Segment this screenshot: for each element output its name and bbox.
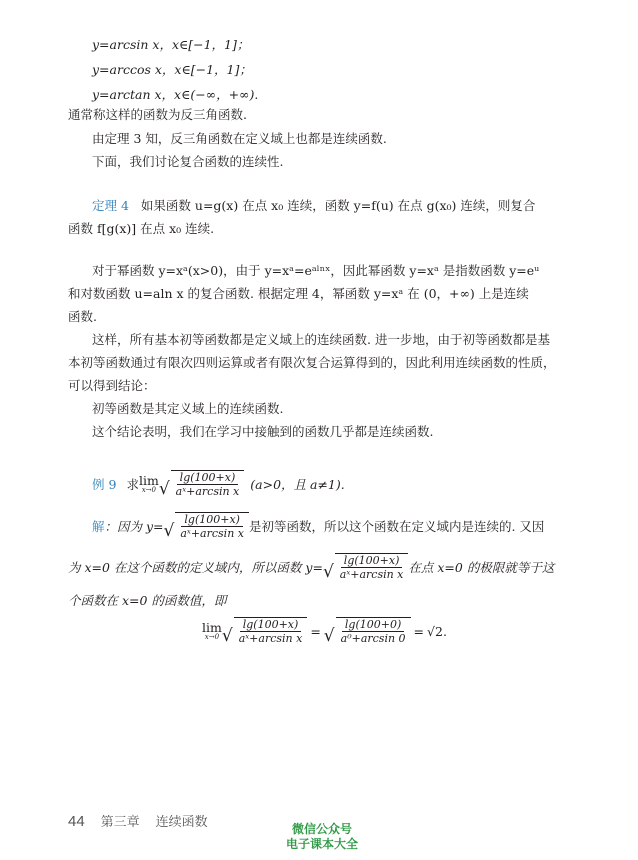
solution-line2: 为 x=0 在这个函数的定义域内，所以函数 y= √ $\frac{\lg(100+x)}{\text{aˣ+arcsin x}}$ 在点 x=0 的极限就等于这 (68, 554, 555, 582)
watermark (262, 822, 382, 852)
watermark-line1: 微信公众号 (291, 822, 352, 836)
elementary-line2: 本初等函数通过有限次四则运算或者有限次复合运算得到的，因此利用连续函数的性质， (68, 355, 556, 370)
example9-label: 例 9 (92, 477, 117, 492)
sqrt-symbol: √ (158, 479, 170, 499)
solution-radical-1: √ $\frac{\lg(100+x)}{\text{aˣ+arcsin x}}$ (164, 512, 249, 540)
solution-line3: 个函数在 x=0 的函数值，即 (68, 593, 227, 608)
limit-operator: lim x→0 (138, 472, 159, 494)
example9-condition: (a>0，且 a≠1). (250, 477, 345, 492)
elementary-line3: 可以得到结论： (68, 378, 156, 393)
example9-fraction: $\frac{\lg(100+x)}{\text{aˣ+arcsin x}}$ (175, 471, 240, 498)
next-topic: 下面，我们讨论复合函数的连续性. (92, 154, 284, 169)
page-number: 44 (68, 813, 85, 830)
theorem3-note: 由定理 3 知，反三角函数在定义域上也都是连续函数. (92, 131, 387, 146)
example9-radical (159, 470, 244, 498)
arcsin-line: y=arcsin x，x∈[−1，1]； (92, 37, 250, 52)
power-function-line3: 函数. (68, 309, 97, 324)
power-function-line2: 和对数函数 u=aln x 的复合函数. 根据定理 4，幂函数 y=xᵃ 在 (0，+∞) 上是连续 (68, 286, 529, 301)
example9 (92, 470, 345, 498)
solution-radical-2: √ $\frac{\lg(100+x)}{\text{aˣ+arcsin x}}$ (323, 553, 408, 581)
elementary-line1: 这样，所有基本初等函数都是定义域上的连续函数. 进一步地，由于初等函数都是基 (92, 332, 550, 347)
chapter-label: 第三章 (100, 815, 140, 830)
solution-label: 解 (92, 519, 105, 534)
theorem4-line2: 函数 f[g(x)] 在点 x₀ 连续. (68, 221, 215, 236)
arccos-line: y=arccos x，x∈[−1，1]； (92, 62, 252, 77)
equation-result: √2 (427, 623, 443, 639)
conclusion-remark: 这个结论表明，我们在学习中接触到的函数几乎都是连续函数. (92, 424, 434, 439)
power-function-line1: 对于幂函数 y=xᵃ(x>0)，由于 y=xᵃ=eᵃˡⁿˣ，因此幂函数 y=xᵃ 是指数函数 y=eᵘ (92, 263, 540, 278)
chapter-title: 连续函数 (155, 815, 208, 830)
page-footer (68, 812, 208, 833)
example9-ask: 求 (126, 477, 139, 492)
limit-operator-display: lim x→0 (202, 619, 222, 641)
solution-line1: 解 ：因为 y= √ $\frac{\lg(100+x)}{\text{aˣ+arcsin x}}$ 是初等函数，所以这个函数在定义域内是连续的. 又因 (92, 513, 545, 541)
theorem4-statement: 如果函数 u=g(x) 在点 x₀ 连续，函数 y=f(u) 在点 g(x₀) 连续，则复合 (140, 198, 536, 213)
theorem4-label: 定理 4 (92, 198, 129, 213)
conclusion-statement: 初等函数是其定义域上的连续函数. (92, 401, 284, 416)
theorem4-line1 (92, 197, 535, 215)
arctan-line: y=arctan x，x∈(−∞，+∞). (92, 87, 259, 102)
limit-equation: lim x→0 √ $\frac{\lg(100+x)}{\text{aˣ+arcsin x}}$ = √ $\frac{\lg(100+0)}{\text{a⁰+arcsin 0}}$ = √2 . (202, 618, 447, 646)
inverse-trig-definition: 通常称这样的函数为反三角函数. (68, 107, 247, 122)
watermark-line2: 电子课本大全 (285, 837, 358, 851)
